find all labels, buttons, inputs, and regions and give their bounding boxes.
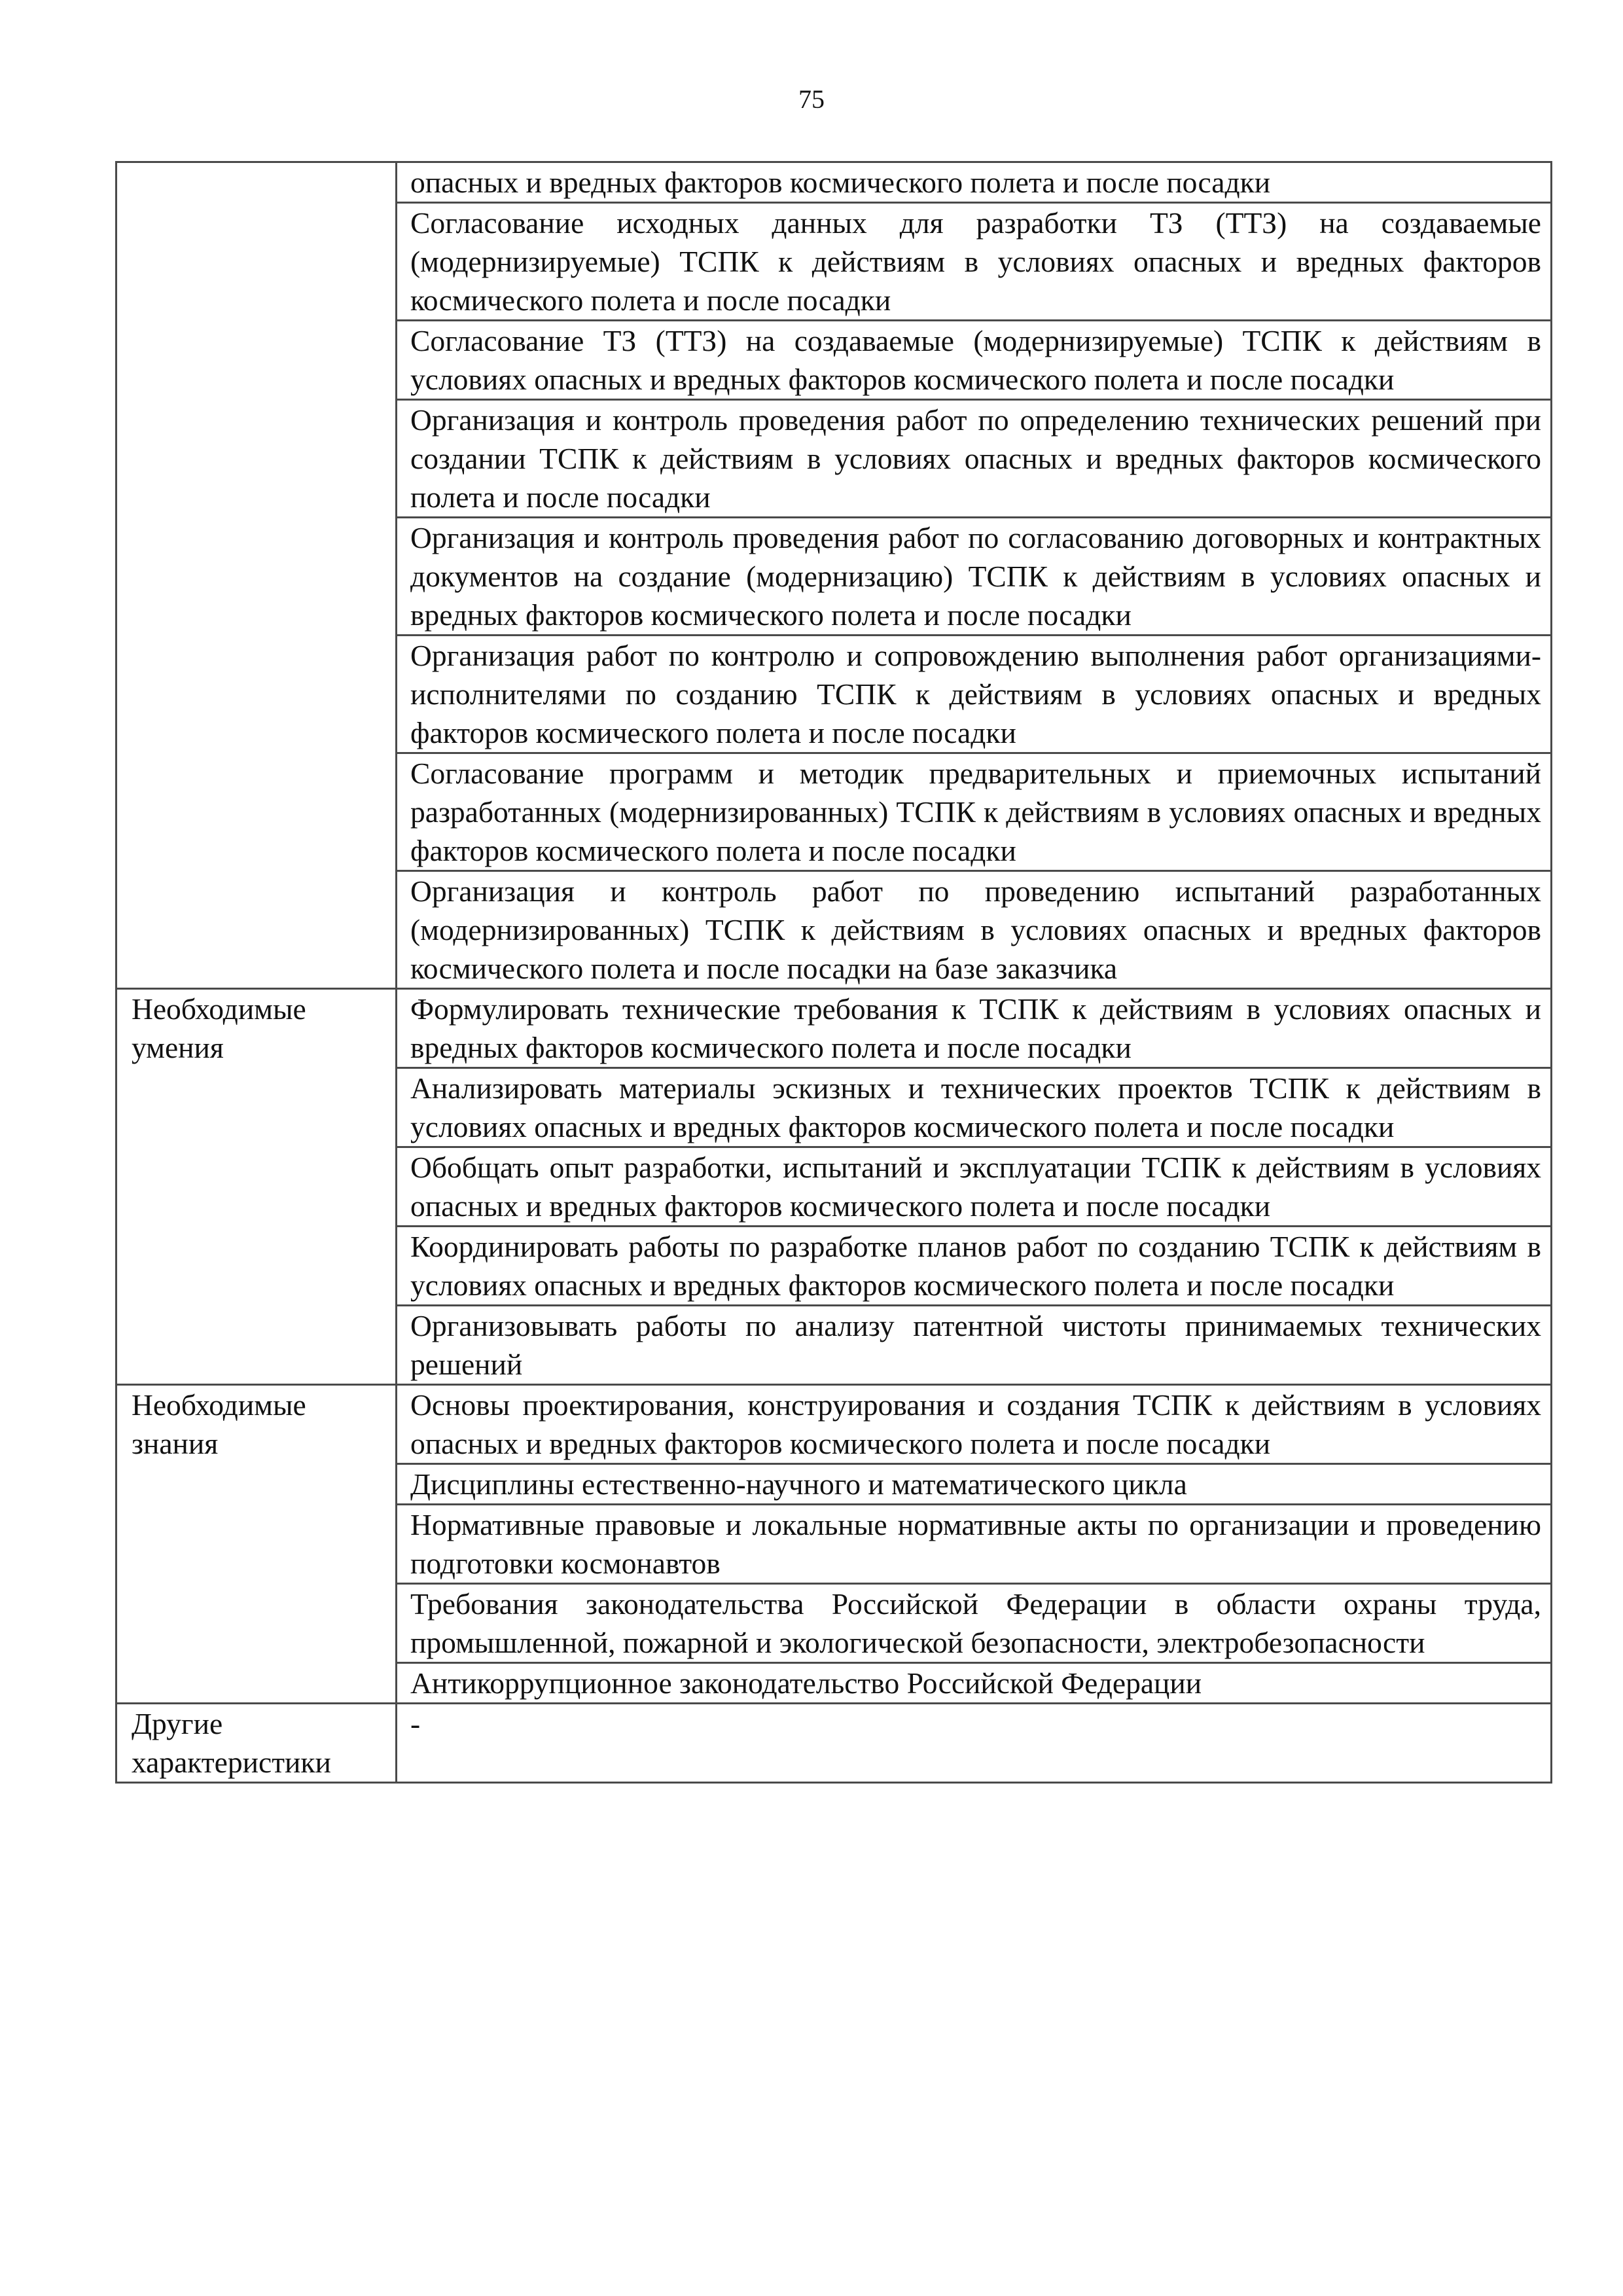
labor-action-item: Организация и контроль проведения работ по согласованию договорных и контрактных документов на создание (модернизацию) ТСПК к действиям в условиях опасных и вредных факторов космического полета и после посадки bbox=[397, 518, 1552, 636]
table-row bbox=[116, 162, 1552, 203]
skills-label: Необходимые умения bbox=[116, 989, 397, 1385]
other-characteristics-label: Другие характеристики bbox=[116, 1704, 397, 1783]
labor-action-item: Согласование программ и методик предварительных и приемочных испытаний разработанных (модернизированных) ТСПК к действиям в условиях опасных и вредных факторов космического полета и после посадки bbox=[397, 753, 1552, 871]
knowledge-item: Нормативные правовые и локальные нормативные акты по организации и проведению подготовки космонавтов bbox=[397, 1505, 1552, 1584]
labor-action-item: Организация и контроль проведения работ по определению технических решений при создании ТСПК к действиям в условиях опасных и вредных факторов космического полета и после посадки bbox=[397, 400, 1552, 518]
knowledge-item: Дисциплины естественно-научного и математического цикла bbox=[397, 1464, 1552, 1505]
labor-actions-label bbox=[116, 162, 397, 989]
skill-item: Организовывать работы по анализу патентной чистоты принимаемых технических решений bbox=[397, 1306, 1552, 1385]
knowledge-item: Требования законодательства Российской Федерации в области охраны труда, промышленной, пожарной и экологической безопасности, электробезопасности bbox=[397, 1584, 1552, 1663]
table-row bbox=[116, 1704, 1552, 1783]
other-characteristics-value: - bbox=[397, 1704, 1552, 1783]
labor-action-item: Согласование ТЗ (ТТЗ) на создаваемые (модернизируемые) ТСПК к действиям в условиях опасных и вредных факторов космического полета и после посадки bbox=[397, 321, 1552, 400]
skill-item: Координировать работы по разработке планов работ по созданию ТСПК к действиям в условиях опасных и вредных факторов космического полета и после посадки bbox=[397, 1227, 1552, 1306]
table-row bbox=[116, 1385, 1552, 1464]
knowledge-label: Необходимые знания bbox=[116, 1385, 397, 1704]
labor-action-item: Согласование исходных данных для разработки ТЗ (ТТЗ) на создаваемые (модернизируемые) ТСПК к действиям в условиях опасных и вредных факторов космического полета и после посадки bbox=[397, 203, 1552, 321]
knowledge-item: Основы проектирования, конструирования и создания ТСПК к действиям в условиях опасных и вредных факторов космического полета и после посадки bbox=[397, 1385, 1552, 1464]
page-number: 75 bbox=[798, 84, 825, 114]
skill-item: Обобщать опыт разработки, испытаний и эксплуатации ТСПК к действиям в условиях опасных и вредных факторов космического полета и после посадки bbox=[397, 1147, 1552, 1227]
qualification-table bbox=[115, 161, 1552, 1784]
labor-action-item: Организация работ по контролю и сопровождению выполнения работ организациями-исполнителями по созданию ТСПК к действиям в условиях опасных и вредных факторов космического полета и после посадки bbox=[397, 636, 1552, 753]
knowledge-item: Антикоррупционное законодательство Российской Федерации bbox=[397, 1663, 1552, 1704]
labor-action-item: опасных и вредных факторов космического полета и после посадки bbox=[397, 162, 1552, 203]
table-row bbox=[116, 989, 1552, 1068]
skill-item: Формулировать технические требования к ТСПК к действиям в условиях опасных и вредных факторов космического полета и после посадки bbox=[397, 989, 1552, 1068]
skill-item: Анализировать материалы эскизных и технических проектов ТСПК к действиям в условиях опасных и вредных факторов космического полета и после посадки bbox=[397, 1068, 1552, 1147]
labor-action-item: Организация и контроль работ по проведению испытаний разработанных (модернизированных) ТСПК к действиям в условиях опасных и вредных факторов космического полета и после посадки на базе заказчика bbox=[397, 871, 1552, 989]
qualification-table-wrapper bbox=[115, 161, 1552, 1784]
